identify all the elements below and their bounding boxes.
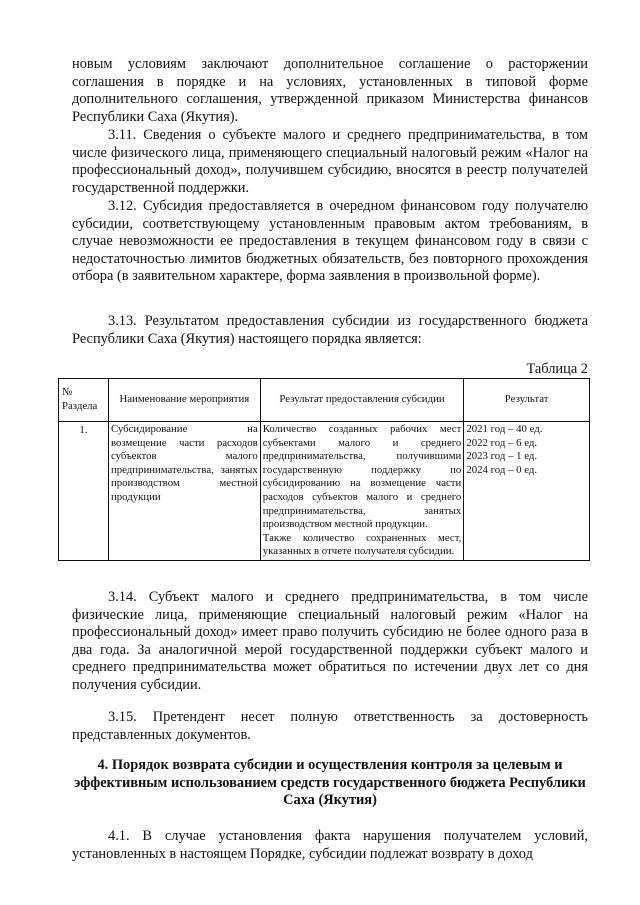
table-header-row: [59, 379, 590, 422]
result-description-extra: Также количество сохраненных мест, указанных в отчете получателя субсидии.: [262, 531, 462, 558]
header-event-name: Наименование мероприятия: [108, 379, 260, 422]
paragraph-top: новым условиям заключают дополнительное соглашение о расторжении соглашения в порядке и на условиях, установленных в типовой форме дополнительного соглашения, утвержденной приказом Министерства финансов Республики Саха (Якутия).: [72, 56, 588, 125]
row-result-description: [260, 422, 464, 561]
results-table: [58, 378, 590, 561]
header-subsidy-result: Результат предоставления субсидии: [260, 379, 464, 422]
row-event: Субсидирование на возмещение части расходов субъектов малого предпринимательства, занятых производством местной продукции: [108, 422, 260, 561]
paragraph-3-15: 3.15. Претендент несет полную ответственность за достоверность представленных документов.: [72, 709, 588, 743]
paragraph-4-1: 4.1. В случае установления факта нарушения получателем условий, установленных в настоящем Порядке, субсидии подлежат возврату в доход: [72, 828, 588, 862]
paragraph-3-12: 3.12. Субсидия предоставляется в очередном финансовом году получателю субсидии, соответствующему установленным правовым актом требованиям, в случае невозможности ее предоставления в текущем финансовом году в связи с недостаточностью лимитов бюджетных обязательств, без повторного прохождения отбора (в заявительном характере, форма заявления в произвольной форме).: [72, 198, 588, 285]
result-description-main: Количество созданных рабочих мест субъектами малого и среднего предпринимательства, получившими государственную поддержку по субсидированию на возмещение части расходов субъектов малого и среднего предпринимательства, занятых производством местной продукции.: [262, 423, 462, 531]
table-caption: Таблица 2: [526, 361, 588, 377]
paragraph-3-13: 3.13. Результатом предоставления субсидии из государственного бюджета Республики Саха (Якутия) настоящего порядка является:: [72, 313, 588, 347]
result-year-2021: 2021 год – 40 ед.: [466, 423, 543, 435]
result-year-2024: 2024 год – 0 ед.: [466, 463, 538, 476]
row-result-values: [464, 422, 590, 561]
paragraph-3-11: 3.11. Сведения о субъекте малого и среднего предпринимательства, в том числе физического лица, применяющего специальный налоговый режим «Налог на профессиональный доход», получившем субсидию, вносятся в реестр получателей государственной поддержки.: [72, 127, 588, 196]
header-section-number: № Раздела: [59, 379, 109, 422]
row-number: 1.: [59, 422, 109, 561]
table-row: [59, 422, 590, 561]
result-year-2022: 2022 год – 6 ед.: [466, 436, 538, 449]
result-year-2023: 2023 год – 1 ед.: [466, 450, 538, 463]
section-4-heading: 4. Порядок возврата субсидии и осуществления контроля за целевым и эффективным использованием средств государственного бюджета Республики Саха (Якутия): [74, 757, 586, 809]
paragraph-3-14: 3.14. Субъект малого и среднего предпринимательства, в том числе физические лица, применяющие специальный налоговый режим «Налог на профессиональный доход» имеет право получить субсидию не более одного раза в два года. За аналогичной мерой государственной поддержки субъект малого и среднего предпринимательства может обратиться по истечении двух лет со дня получения субсидии.: [72, 589, 588, 693]
header-result: Результат: [464, 379, 590, 422]
